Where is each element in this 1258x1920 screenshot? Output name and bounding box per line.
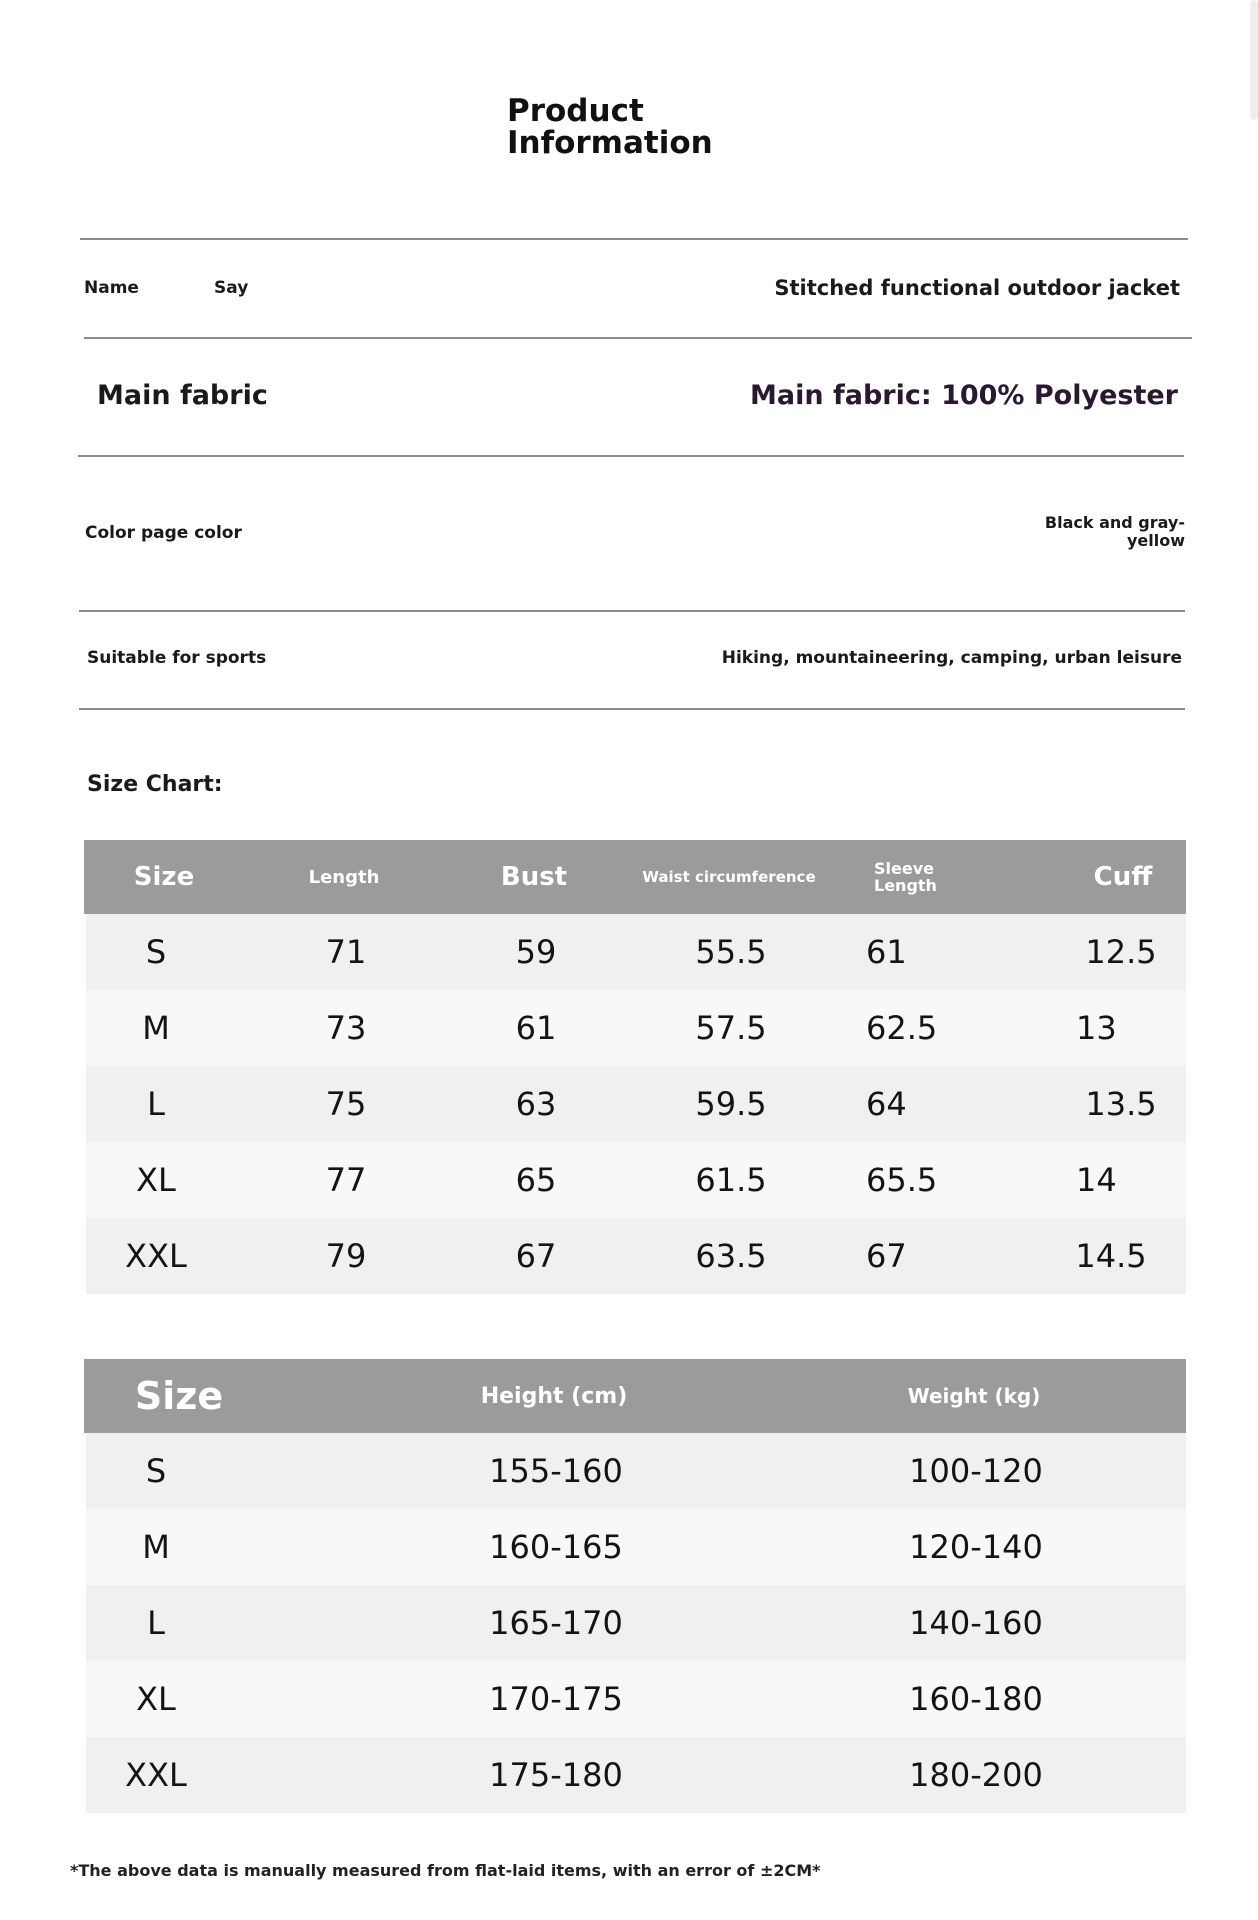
header-sleeve-length: Sleeve Length [874,859,937,895]
cell-sleeve: 65.5 [866,1161,938,1199]
header-waist: Waist circumference [642,867,816,886]
header-cuff: Cuff [1093,861,1153,892]
cell-size: XL [136,1161,176,1199]
cell-length: 77 [325,1161,367,1199]
table-row [86,1661,1186,1737]
fit-table [84,1359,1186,1811]
header-bust: Bust [500,861,568,892]
sports-value: Hiking, mountaineering, camping, urban leisure [721,648,1182,668]
cell-size: XXL [125,1237,187,1275]
table-row [86,1509,1186,1585]
cell-length: 79 [325,1237,367,1275]
cell-weight: 120-140 [909,1528,1043,1566]
cell-sleeve: 64 [866,1085,907,1123]
cell-cuff: 14 [1076,1161,1117,1199]
cell-bust: 63 [515,1085,557,1123]
sports-label: Suitable for sports [87,648,267,668]
cell-waist: 63.5 [695,1237,767,1275]
cell-bust: 61 [515,1009,557,1047]
divider [84,337,1192,339]
cell-bust: 59 [515,933,557,971]
fabric-value: Main fabric: 100% Polyester [750,380,1178,411]
divider [80,238,1188,240]
size-chart-title: Size Chart: [87,772,223,797]
cell-waist: 57.5 [695,1009,767,1047]
cell-size: S [145,933,167,971]
cell-size: M [142,1528,170,1566]
color-value-line1: Black and gray- [1044,513,1185,532]
table-row [86,1066,1186,1142]
cell-height: 175-180 [489,1756,623,1794]
cell-cuff: 13.5 [1085,1085,1157,1123]
divider [79,610,1185,612]
measure-table-header [84,840,1186,914]
cell-weight: 100-120 [909,1452,1043,1490]
cell-size: L [147,1085,165,1123]
divider [78,455,1184,457]
cell-length: 71 [325,933,367,971]
cell-sleeve: 67 [866,1237,907,1275]
fabric-label: Main fabric [97,380,268,411]
header-length: Length [308,866,380,888]
cell-cuff: 13 [1076,1009,1117,1047]
cell-size: S [145,1452,167,1490]
cell-length: 73 [325,1009,367,1047]
measure-table [84,840,1186,1292]
color-value [1045,514,1185,550]
table-row [86,990,1186,1066]
cell-waist: 61.5 [695,1161,767,1199]
cell-bust: 67 [515,1237,557,1275]
cell-weight: 140-160 [909,1604,1043,1642]
cell-weight: 180-200 [909,1756,1043,1794]
header-size: Size [134,1373,224,1418]
color-label: Color page color [85,523,242,543]
cell-height: 170-175 [489,1680,623,1718]
table-row [86,1585,1186,1661]
divider [79,708,1185,710]
cell-size: M [142,1009,170,1047]
cell-size: XXL [125,1756,187,1794]
fit-table-header [84,1359,1186,1433]
color-value-line2: yellow [1126,531,1185,550]
name-value: Stitched functional outdoor jacket [774,276,1180,300]
cell-bust: 65 [515,1161,557,1199]
table-row [86,1737,1186,1813]
name-say-label: Say [214,278,249,298]
cell-sleeve: 62.5 [866,1009,938,1047]
header-size: Size [133,861,195,892]
cell-waist: 55.5 [695,933,767,971]
scrollbar[interactable] [1250,0,1258,120]
table-row [86,1433,1186,1509]
cell-waist: 59.5 [695,1085,767,1123]
cell-height: 160-165 [489,1528,623,1566]
cell-length: 75 [325,1085,367,1123]
header-height: Height (cm) [480,1383,628,1409]
footnote: *The above data is manually measured from flat-laid items, with an error of ±2CM* [70,1861,821,1880]
header-weight: Weight (kg) [907,1383,1041,1408]
table-row [86,1218,1186,1294]
table-row [86,1142,1186,1218]
cell-cuff: 12.5 [1085,933,1157,971]
page-title: Product Information [507,93,713,161]
cell-sleeve: 61 [866,933,907,971]
cell-size: XL [136,1680,176,1718]
cell-cuff: 14.5 [1075,1237,1147,1275]
table-row [86,914,1186,990]
name-label: Name [84,278,139,298]
cell-weight: 160-180 [909,1680,1043,1718]
cell-size: L [147,1604,165,1642]
cell-height: 165-170 [489,1604,623,1642]
cell-height: 155-160 [489,1452,623,1490]
